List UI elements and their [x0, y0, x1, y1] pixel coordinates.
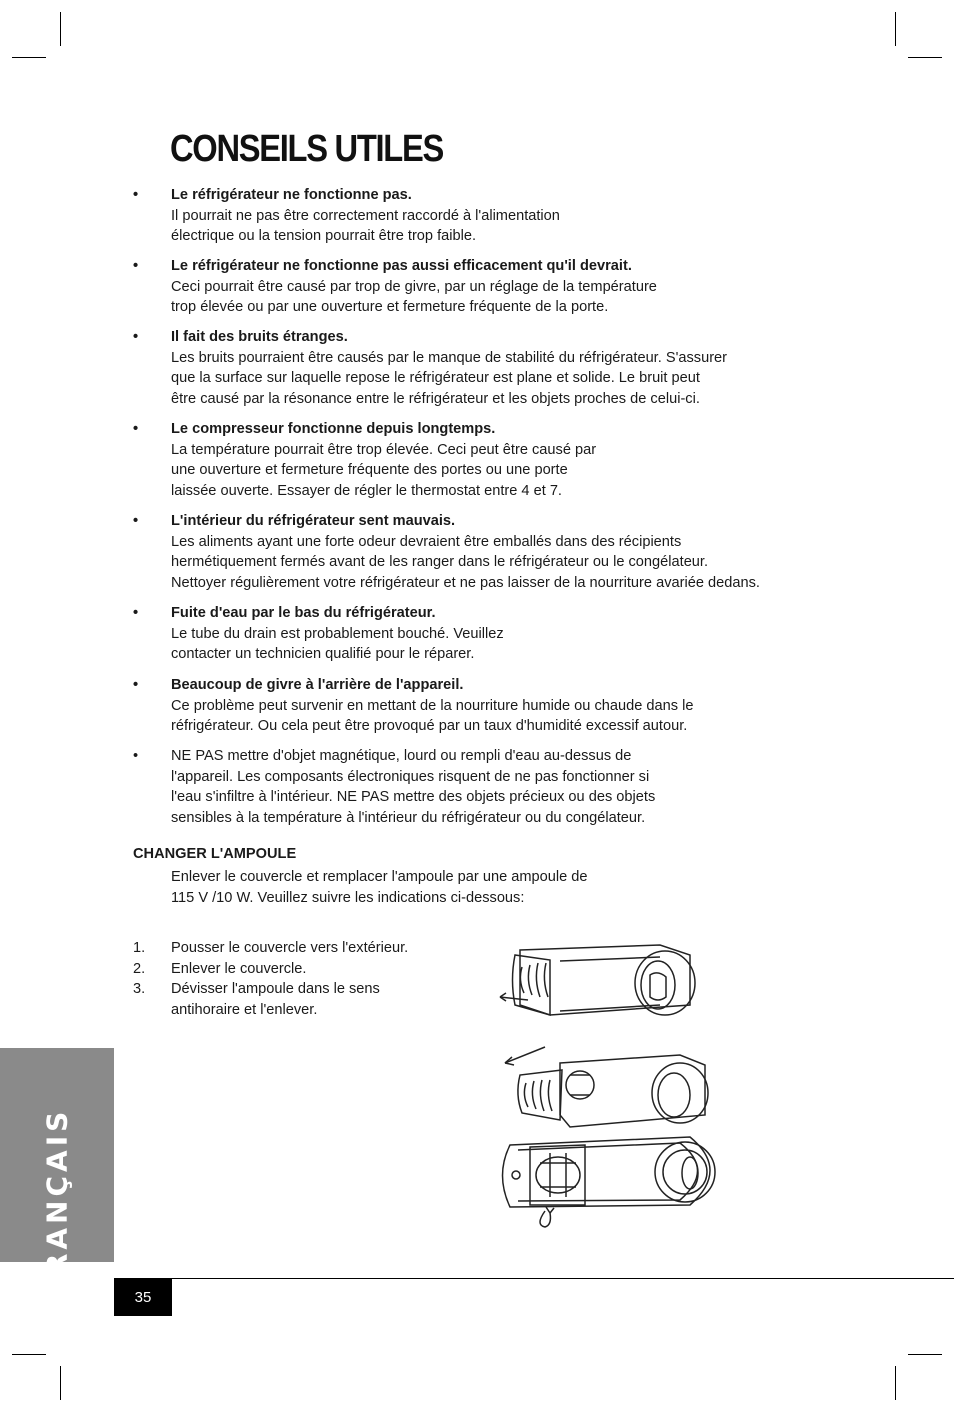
tip-heading: Il fait des bruits étranges. [171, 329, 348, 345]
tip-text: Ceci pourrait être causé par trop de givre, par un réglage de la température trop élevée ou par une ouverture et fermeture fréquente de la porte. [171, 278, 657, 315]
crop-mark [895, 1366, 896, 1400]
language-tab [0, 1048, 114, 1299]
tip-item [133, 511, 833, 593]
bulb-unscrew-figure [503, 1137, 716, 1227]
warning-item [133, 746, 833, 828]
footer-rule [114, 1278, 954, 1279]
tip-heading: Le compresseur fonctionne depuis longtemps. [171, 421, 496, 437]
tip-text: Le tube du drain est probablement bouché. Veuillez contacter un technicien qualifié pour le réparer. [171, 625, 504, 662]
tip-heading: Le réfrigérateur ne fonctionne pas aussi efficacement qu'il devrait. [171, 258, 632, 274]
section-text: Enlever le couvercle et remplacer l'ampoule par une ampoule de 115 V /10 W. Veuillez suivre les indications ci-dessous: [171, 869, 588, 906]
crop-mark [12, 57, 46, 58]
warning-text: NE PAS mettre d'objet magnétique, lourd ou rempli d'eau au-dessus de l'appareil. Les composants électroniques risquent de ne pas fonctionner si l'eau s'infiltre à l'intérieur. NE PAS mettre des objets précieux ou des objets sensibles à la température à l'intérieur du réfrigérateur ou du congélateur. [171, 748, 656, 826]
tip-item [133, 327, 833, 409]
list-item [133, 979, 473, 1020]
step-number: 2. [133, 960, 146, 977]
tip-item [133, 419, 833, 501]
tip-text: Les bruits pourraient être causés par le manque de stabilité du réfrigérateur. S'assurer que la surface sur laquelle repose le réfrigérateur est plane et solide. Le bruit peut être causé par la résonance entre le réfrigérateur et les objets proches de celui-ci. [171, 349, 728, 407]
bullet: • [133, 605, 139, 621]
tip-text: La température pourrait être trop élevée. Ceci peut être causé par une ouverture et fermeture fréquente des portes ou une porte laissée ouverte. Essayer de régler le thermostat entre 4 et 7. [171, 441, 597, 499]
step-text: Pousser le couvercle vers l'extérieur. [171, 940, 409, 956]
language-label: FRANÇAIS [40, 1107, 74, 1299]
bullet: • [133, 677, 139, 693]
section-heading: CHANGER L'AMPOULE [133, 846, 297, 862]
tip-heading: Le réfrigérateur ne fonctionne pas. [171, 187, 412, 203]
cover-closed-figure [500, 945, 695, 1015]
tip-item [133, 675, 833, 737]
bullet: • [133, 187, 139, 203]
tip-heading: Beaucoup de givre à l'arrière de l'appareil. [171, 677, 464, 693]
bulb-illustration [490, 935, 740, 1235]
bullet: • [133, 329, 139, 345]
step-text: Dévisser l'ampoule dans le sens antihoraire et l'enlever. [171, 981, 380, 1018]
tip-heading: Fuite d'eau par le bas du réfrigérateur. [171, 605, 436, 621]
bullet: • [133, 258, 139, 274]
crop-mark [895, 12, 896, 46]
tip-text: Les aliments ayant une forte odeur devraient être emballés dans des récipients hermétiquement fermés avant de les ranger dans le réfrigérateur ou le congélateur. Nettoyer régulièrement votre réfrigérateur et ne pas laisser de la nourriture avariée dedans. [171, 533, 760, 591]
step-number: 1. [133, 940, 146, 956]
tip-heading: L'intérieur du réfrigérateur sent mauvais. [171, 513, 456, 529]
tip-item [133, 185, 833, 247]
crop-mark [60, 12, 61, 46]
crop-mark [60, 1366, 61, 1400]
bullet: • [133, 513, 139, 529]
steps-list [133, 938, 473, 1020]
crop-mark [908, 1354, 942, 1355]
page-title: CONSEILS UTILES [170, 128, 443, 170]
crop-mark [12, 1354, 46, 1355]
step-text: Enlever le couvercle. [171, 960, 307, 977]
crop-mark [908, 57, 942, 58]
tip-text: Ce problème peut survenir en mettant de la nourriture humide ou chaude dans le réfrigérateur. Ou cela peut être provoqué par un taux d'humidité excessif autour. [171, 697, 694, 734]
tip-text: Il pourrait ne pas être correctement raccordé à l'alimentation électrique ou la tension pourrait être trop faible. [171, 207, 560, 244]
list-item [133, 959, 473, 980]
cover-removed-figure [505, 1047, 708, 1127]
tip-item [133, 256, 833, 318]
page-number: 35 [114, 1278, 172, 1316]
bullet: • [133, 421, 139, 437]
tip-item [133, 603, 833, 665]
bullet: • [133, 748, 139, 764]
list-item [133, 938, 473, 959]
step-number: 3. [133, 981, 146, 997]
